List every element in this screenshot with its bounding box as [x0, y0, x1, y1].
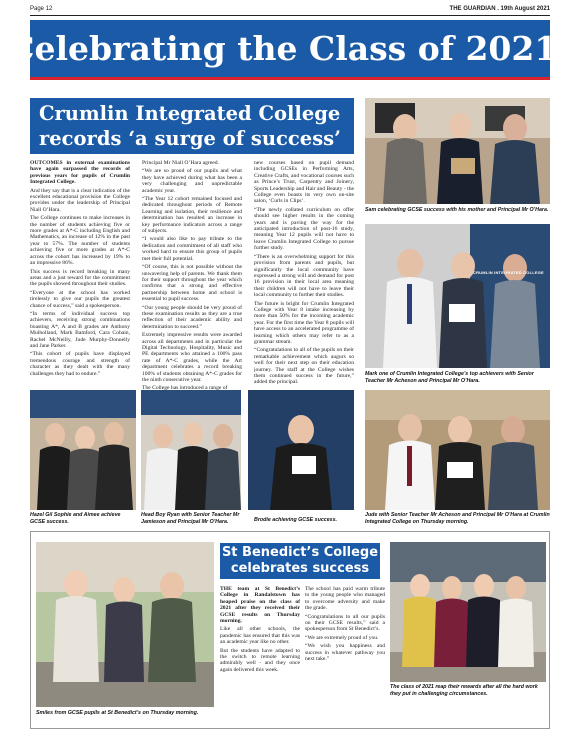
- paragraph: “Our young people should be very proud of these examination results as they are a true reflection of their academic ability and determination to succeed.”: [142, 304, 242, 330]
- paragraph: “There is an overwhelming support for this provision from parents and pupils, but significantly the local community have expressed a strong will and demand for post 16 provision in their local area meaning their children will not have to leave their local community to further their studies.: [254, 253, 354, 299]
- paragraph: “In terms of individual success top achievers, receiving strong combinations boasting A*, A and B grades are Anthony Mulholland, Mark Bamford, Cara Cobain, Rachel McNeilly, Jude Murphy-Donnelly and Jane Parker.: [30, 310, 130, 349]
- paragraph: “Everyone at the school has worked tirelessly to give our pupils the greatest chance of success,” said a spokesperson.: [30, 289, 130, 309]
- article-column-1: [30, 160, 130, 390]
- paragraph: And they say that is a clear indication of the excellent educational provision the College provides under the leadership of Principal Niall O’Hara.: [30, 187, 130, 213]
- paragraph: “Of course, this is not possible without the unwavering help of parents. We thank them for their support throughout the year which confirms that a strong and effective partnership between home and school is essential to pupil success.: [142, 264, 242, 303]
- paragraph: “We wish you happiness and success in whatever pathway you next take.”: [305, 643, 385, 663]
- paragraph: Extremely impressive results were awarded across all departments and in particular the Digital Technology, Hospitality, Music and PE departments who attained a 100% pass rate of A*-C grades, while the Art department celebrates a record breaking 100% of students obtaining A*-C grades for the ninth consecutive year.: [142, 332, 242, 383]
- sb-column-2: [305, 586, 385, 708]
- caption-smiles: Smiles from GCSE pupils at St Benedict’s on Thursday morning.: [36, 710, 199, 716]
- caption-mark: Mark one of Crumlin Integrated College’s top achievers with Senior Teacher Mr Acheson and Principal Mr O’Hara.: [365, 371, 534, 384]
- photo-sam: [365, 98, 550, 204]
- paragraph: “The Year 12 cohort remained focused and dedicated throughout periods of Remote Learning and isolation, their resilience and determination has resulted an increase in key performance indicators across a range of subjects.: [142, 196, 242, 235]
- paragraph: “I would also like to pay tribute to the dedication and commitment of all staff who worked hard to ensure this group of pupils met their full potential.: [142, 236, 242, 262]
- photo-brodie: [248, 390, 354, 510]
- caption-hazel: Hazel Gil Sophie and Aimee achieve GCSE success.: [30, 512, 121, 525]
- article-lead: OUTCOMES in external examinations have again surpassed the records of previous years for pupils of Crumlin Integrated College.: [30, 160, 130, 186]
- paragraph: “Congratulations to all of the pupils on their remarkable achievement which augurs so well for their next step on their education journey. The staff at the College wishes them continued success in the future,” added the principal.: [254, 347, 354, 386]
- article-column-3: [254, 160, 354, 390]
- college-sign-text: CRUMLIN INTEGRATED COLLEGE: [473, 270, 544, 275]
- paragraph: “Congratulations to all our pupils on their GCSE results,” said a spokesperson from St Benedict’s.: [305, 613, 385, 633]
- paragraph: Like all other schools, the pandemic has ensured that this was an academic year like no other.: [220, 626, 300, 646]
- paragraph: The future is bright for Crumlin Integrated College with Year 8 intake increasing by more than 50% for the incoming academic year. For the first time the Year 8 pupils will have access to an accelerated programme of learning which others may refer to as a grammar stream.: [254, 300, 354, 345]
- sb-headline-line-2: celebrates success: [230, 561, 370, 576]
- caption-ryan: Head Boy Ryan with Senior Teacher Mr Jamieson and Principal Mr O’Hara.: [141, 512, 240, 525]
- paragraph: “We are so proud of our pupils and what they have achieved during what has been a very challenging and unpredictable academic year.: [142, 168, 242, 194]
- paragraph: new courses based on pupil demand including GCSEs in Performing Arts, Creative Crafts, and vocational courses such as Prince’s Trust, Carpentry and Joinery, Sports Leadership and Hair and Beauty - the College even boasts its very own on-site salon, ‘Curls in Clips’.: [254, 160, 354, 205]
- banner-title: Celebrating the Class of 2021!: [8, 29, 572, 68]
- st-benedicts-headline: [220, 543, 380, 579]
- photo-mark: [365, 224, 550, 368]
- headline-line-2: records ‘a surge of success’: [39, 127, 341, 150]
- caption-class-2021: The class of 2021 reap their rewards after all the hard work they put in challenging circumstances.: [390, 684, 538, 697]
- dateline: THE GUARDIAN . 19th August 2021: [449, 6, 550, 12]
- paragraph: “The newly collated curriculum on offer should see higher results in the coming years and is paving the way for the anticipated introduction of post-16 study, meaning Year 12 pupils will not have to leave Crumlin Integrated College to pursue further study.: [254, 206, 354, 252]
- article-headline: [30, 98, 354, 154]
- sb-headline-line-1: St Benedict’s College: [221, 545, 379, 560]
- paragraph: But the students have adapted to the switch to remote learning admirably well - and they once again delivered this week.: [220, 647, 300, 673]
- photo-class-2021: [390, 542, 546, 682]
- paragraph: The school has paid warm tribute to the young people who managed to overcome adversity and make the grade.: [305, 586, 385, 612]
- page-number: Page 12: [30, 6, 53, 12]
- paragraph: This success is record breaking in many areas and a just reward for the commitment the pupils showed throughout their studies.: [30, 268, 130, 288]
- paragraph: Principal Mr Niall O’Hara agreed.: [142, 160, 219, 166]
- banner: [8, 20, 572, 80]
- photo-smiles: [36, 542, 214, 707]
- paragraph: The College has introduced a range of: [142, 385, 228, 390]
- paragraph: The College continues to make increases in the number of students achieving five or more grades at A*-C including English and Mathematics, an increase of 12% in the past year to 57%. The number of students achieving five or more grades at A*-C across the cohort has increased by 19% to an impressive 86%.: [30, 215, 130, 267]
- photo-jude: [365, 390, 550, 510]
- article-body: [30, 160, 354, 390]
- caption-jude: Jude with Senior Teacher Mr Acheson and Principal Mr O’Hara at Crumlin Integrated College on Thursday morning.: [365, 512, 550, 525]
- header-rule: [30, 15, 550, 16]
- caption-brodie: Brodie achieving GCSE success.: [254, 517, 338, 523]
- photo-ryan: [141, 390, 241, 510]
- photo-hazel: [30, 390, 136, 510]
- paragraph: “This cohort of pupils have displayed tremendous courage and strength of character as they dealt with the many challenges they had to endure.”: [30, 351, 130, 377]
- article-column-2: [142, 160, 242, 390]
- sb-lead: THE team at St Benedict’s College in Randalstown has heaped praise on the class of 2021 after they received their GCSE results on Thursday morning.: [220, 586, 300, 625]
- caption-sam: Sam celebrating GCSE success with his mother and Principal Mr O’Hara.: [365, 207, 549, 213]
- headline-line-1: Crumlin Integrated College: [39, 102, 341, 125]
- paragraph: “We are extremely proud of you.: [305, 634, 379, 641]
- sb-column-1: [220, 586, 300, 708]
